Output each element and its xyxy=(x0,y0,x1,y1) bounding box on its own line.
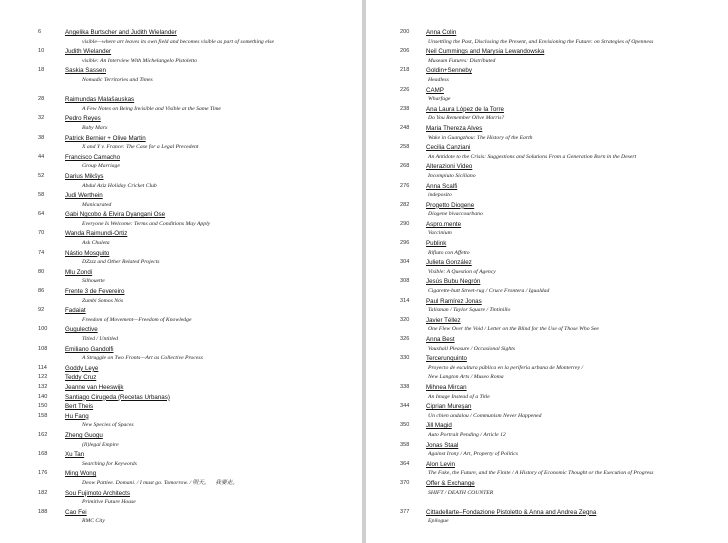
page-number: 140 xyxy=(38,393,48,400)
toc-entry xyxy=(366,124,728,143)
toc-entry xyxy=(366,508,728,527)
toc-entry-header xyxy=(366,277,728,287)
page-number: 238 xyxy=(400,105,410,112)
toc-entry xyxy=(0,229,362,248)
toc-entry xyxy=(366,441,728,460)
contribution-title: (Il)legal Empire xyxy=(82,441,119,448)
left-page xyxy=(0,0,362,543)
page-number: 158 xyxy=(38,412,48,419)
toc-entry-header xyxy=(0,134,362,144)
contribution-title: RMC City xyxy=(82,518,105,525)
toc-entry xyxy=(0,325,362,344)
contributor-name: Gabi Ngcobo & Elvira Dyangani Ose xyxy=(65,211,166,219)
toc-entry-header xyxy=(366,383,728,393)
page-number: 122 xyxy=(38,374,48,381)
toc-entry-header xyxy=(0,469,362,479)
contribution-title: New Species of Spaces xyxy=(82,422,134,429)
page-number: 114 xyxy=(38,364,47,371)
page-number: 44 xyxy=(38,153,45,160)
page-number: 326 xyxy=(400,336,410,342)
toc-entry-header xyxy=(0,412,362,422)
toc-entry-header xyxy=(366,86,728,96)
contributor-name: Fadaiat xyxy=(65,307,86,315)
toc-entry-header xyxy=(0,393,362,403)
contribution-title: visible: An Interview With Michelangelo Pistoletto xyxy=(82,57,198,64)
contribution-title: Talisman / Taylor Square / Tintinillo xyxy=(428,307,511,314)
toc-entry xyxy=(366,335,728,354)
contributor-name: Jonas Staal xyxy=(426,441,459,449)
toc-entry-header xyxy=(0,364,362,374)
contributor-name: Tercerunquinto xyxy=(426,355,467,363)
toc-entry-header xyxy=(366,47,728,57)
page-number: 308 xyxy=(400,278,410,285)
contributor-name: Cao Fei xyxy=(65,508,87,516)
toc-entry-header xyxy=(0,66,362,76)
toc-entry xyxy=(366,47,728,66)
toc-entry xyxy=(366,220,728,239)
toc-entry-header xyxy=(0,95,362,105)
page-number: 64 xyxy=(38,211,45,218)
toc-entry xyxy=(366,162,728,181)
contributor-name: Darius Mikšys xyxy=(65,172,104,180)
toc-entry-header xyxy=(0,47,362,57)
page-number: 10 xyxy=(38,48,45,55)
contributor-name: Anna Colin xyxy=(426,29,457,36)
toc-entry-header xyxy=(0,114,362,124)
toc-entry xyxy=(0,364,362,374)
toc-entry-header xyxy=(0,191,362,201)
contributor-name: Javier Téllez xyxy=(426,316,461,324)
contributor-name: Emiliano Gandolfi xyxy=(65,345,114,353)
contribution-title: Unsettling the Past, Disclosing the Present, and Envisioning the Future: on Strategies of Openness xyxy=(428,38,654,45)
contributor-name: Goddy Leye xyxy=(65,364,99,372)
contributor-name: Mihnea Mircan xyxy=(426,383,467,391)
toc-entry-header xyxy=(0,172,362,182)
toc-entry-header xyxy=(366,297,728,307)
contribution-title: Ask Chuleta xyxy=(82,240,110,247)
toc-entry-header xyxy=(0,153,362,163)
toc-entry-header xyxy=(0,268,362,278)
toc-entry xyxy=(0,249,362,268)
contributor-name: Francisco Camacho xyxy=(65,153,121,161)
contributor-name: Judith Wielander xyxy=(65,48,112,56)
contributor-name: Santiago Cirugeda (Recetas Urbanas) xyxy=(65,393,170,401)
contributor-name: Neil Cummings and Marysia Lewandowska xyxy=(426,48,545,56)
page-number: 162 xyxy=(38,431,48,438)
contributor-name: Cittadellarte–Fondazione Pistoletto & Anna and Andrea Zegna xyxy=(426,508,597,516)
contribution-title: Manicurated xyxy=(82,201,112,208)
contribution-title: Wake in Guangzhou: The History of the Earth xyxy=(428,134,533,141)
toc-entry xyxy=(0,393,362,403)
page-number: 320 xyxy=(400,316,410,323)
page-number: 74 xyxy=(38,249,45,256)
contributor-name: Pedro Reyes xyxy=(65,115,101,123)
contributor-name: Jesús Bubu Negrón xyxy=(426,278,481,286)
page-number: 350 xyxy=(400,422,410,429)
page-number: 258 xyxy=(400,144,410,151)
toc-entry-header xyxy=(0,229,362,239)
page-number: 226 xyxy=(400,86,410,93)
contributor-name: Progetto Diogene xyxy=(426,201,475,209)
contribution-title: X and Y v. France: The Case for a Legal Precedent xyxy=(82,144,199,151)
contributor-name: Maria Thereza Alves xyxy=(426,124,483,132)
page-number: 370 xyxy=(400,479,410,486)
page-number: 28 xyxy=(38,96,45,103)
contribution-title: Un chien andalou / Communism Never Happened xyxy=(428,412,542,419)
contribution-title: A Struggle on Two Fronts—Art as Collective Process xyxy=(82,355,203,362)
page-number: 80 xyxy=(38,268,45,275)
contribution-title: Against Irony / Art, Property of Politics xyxy=(428,451,518,458)
page-number: 150 xyxy=(38,403,48,410)
toc-entry xyxy=(0,383,362,393)
contribution-title: One Flew Over the Void / Letter on the Blind for the Use of Those Who See xyxy=(428,326,599,333)
toc-entry-header xyxy=(366,441,728,451)
toc-entry-header xyxy=(366,66,728,76)
contribution-title: Cigarette-butt Street-rug / Cruce Frontera / Igualdad xyxy=(428,288,550,295)
toc-entry xyxy=(0,47,362,66)
contributor-name: Teddy Cruz xyxy=(65,374,97,382)
toc-entry xyxy=(0,66,362,85)
toc-entry-header xyxy=(0,450,362,460)
page-number: 182 xyxy=(38,489,48,496)
contributor-name: Alterazioni Video xyxy=(426,163,473,171)
contributor-name: Bert Theis xyxy=(65,403,94,411)
contribution-title: Titled / Untitled xyxy=(82,336,119,342)
contributor-name: Paul Ramírez Jonas xyxy=(426,297,482,305)
contributor-name: Patrick Bernier + Olive Martin xyxy=(65,134,146,142)
toc-entry-header xyxy=(366,162,728,172)
page-number: 330 xyxy=(400,355,410,362)
toc-entry xyxy=(366,182,728,201)
toc-entry xyxy=(366,201,728,220)
page-number: 377 xyxy=(400,508,410,515)
toc-entry xyxy=(0,134,362,153)
page-number: 52 xyxy=(38,172,45,179)
toc-entry xyxy=(366,297,728,316)
page-number: 248 xyxy=(400,124,410,131)
contribution-title: SHIFT / DEATH COUNTER xyxy=(428,489,494,496)
contribution-title: Nomadic Territories and Times xyxy=(82,76,153,83)
toc-entry xyxy=(0,287,362,306)
contribution-title: The Fake, the Future, and the Finite / A History of Economic Thought or the Execution of Progress xyxy=(428,470,654,477)
toc-entry-header xyxy=(0,28,362,38)
toc-entry-header xyxy=(366,508,728,518)
page-number: 188 xyxy=(38,508,48,515)
contribution-title: Deow Pattiee. Domani. / I must go. Tomorrow. / 明天。 我要走。 xyxy=(82,479,239,486)
toc-entry-header xyxy=(366,143,728,153)
page-number: 108 xyxy=(38,345,48,352)
contribution-title: Wharfage xyxy=(428,96,451,103)
toc-entry xyxy=(0,306,362,325)
page-number: 200 xyxy=(400,29,410,35)
toc-entry-header xyxy=(366,258,728,268)
toc-entry xyxy=(0,345,362,364)
contributor-name: Cecilia Canziani xyxy=(426,144,471,152)
contribution-title: Do You Remember Olive Morris? xyxy=(428,115,505,122)
toc-entry xyxy=(366,421,728,440)
page-number: 58 xyxy=(38,192,45,199)
toc-entry xyxy=(366,479,728,498)
page-number: 38 xyxy=(38,134,45,141)
toc-entry xyxy=(366,277,728,296)
page-number: 86 xyxy=(38,288,45,295)
contributor-name: Judi Werthein xyxy=(65,192,103,200)
toc-entry xyxy=(0,373,362,383)
section-gap xyxy=(366,498,728,508)
toc-entry xyxy=(0,191,362,210)
toc-entry xyxy=(0,268,362,287)
contribution-title: Museum Futures: Distributed xyxy=(428,57,496,64)
contribution-title: A Few Notes on Being Invisible and Visible at the Same Time xyxy=(82,105,221,112)
page-number: 364 xyxy=(400,460,410,467)
toc-entry xyxy=(0,489,362,508)
toc-entry xyxy=(0,431,362,450)
toc-entry-header xyxy=(0,210,362,220)
toc-entry-header xyxy=(0,249,362,259)
page-number: 304 xyxy=(400,259,410,266)
contribution-title: Proyecto de escultura pública en la periferia urbana de Monterrey / xyxy=(428,364,584,371)
toc-entry xyxy=(366,460,728,479)
toc-entry xyxy=(366,383,728,402)
page-number: 358 xyxy=(400,441,410,448)
contribution-title: Incompiuto Siciliano xyxy=(428,172,476,179)
toc-entry-header xyxy=(0,345,362,355)
contribution-title: Zumbi Somos Nós xyxy=(82,297,124,304)
contribution-title: Group Marriage xyxy=(82,163,120,170)
page-number: 290 xyxy=(400,220,410,227)
page-number: 206 xyxy=(400,48,410,55)
page-number: 344 xyxy=(400,403,410,410)
contribution-title: An Antidote to the Crisis: Suggestions and Solutions From a Generation Born in the Desert xyxy=(428,153,637,160)
contribution-title: Abdul Aziz Holiday Cricket Club xyxy=(82,182,157,189)
contributor-name: Zheng Guogu xyxy=(65,431,103,439)
toc-entry-header xyxy=(366,220,728,230)
contributor-name: Goldin+Senneby xyxy=(426,67,472,75)
contribution-title: Auto Portrait Pending / Article 12 xyxy=(428,431,506,438)
toc-entry xyxy=(0,153,362,172)
contributor-name: Offer & Exchange xyxy=(426,479,475,487)
toc-entry xyxy=(366,28,728,47)
page-number: 132 xyxy=(38,383,48,390)
page-number: 70 xyxy=(38,230,45,237)
toc-entry-header xyxy=(0,287,362,297)
contribution-title: Primitive Future House xyxy=(82,499,136,506)
contributor-name: Wanda Raimundi-Ortiz xyxy=(65,230,128,238)
toc-entry-header xyxy=(0,508,362,518)
contribution-title: Searching for Keywords xyxy=(82,460,137,467)
toc-entry-header xyxy=(366,201,728,211)
contribution-title: An Image Instead of a Title xyxy=(428,393,490,400)
toc-entry-header xyxy=(0,402,362,412)
toc-entry xyxy=(366,354,728,383)
toc-entry xyxy=(366,258,728,277)
toc-entry xyxy=(0,172,362,191)
contributor-name: Raimundas Malašauskas xyxy=(65,96,135,104)
toc-entry xyxy=(0,412,362,431)
toc-entry-header xyxy=(366,354,728,364)
page-number: 314 xyxy=(400,297,410,304)
page-number: 168 xyxy=(38,451,48,458)
contribution-title: Headless xyxy=(428,76,449,83)
toc-entry xyxy=(366,86,728,105)
page-number: 32 xyxy=(38,115,45,122)
toc-entry xyxy=(0,450,362,469)
contribution-title: Rifiuto con Affetto xyxy=(428,249,470,256)
toc-entry-header xyxy=(366,335,728,345)
toc-entry xyxy=(0,469,362,488)
toc-entry xyxy=(366,143,728,162)
toc-entry-header xyxy=(0,373,362,383)
contributor-name: Julieta González xyxy=(426,259,472,267)
toc-entry-header xyxy=(0,325,362,335)
contributor-name: Gugulective xyxy=(65,326,98,334)
toc-entry xyxy=(366,402,728,421)
contributor-name: Jeanne van Heeswijk xyxy=(65,383,124,391)
contributor-name: Saskia Sassen xyxy=(65,67,106,75)
page-number: 338 xyxy=(400,383,410,390)
contributor-name: Anna Scalfi xyxy=(426,182,458,190)
toc-entry-header xyxy=(366,239,728,249)
page-number: 18 xyxy=(38,67,45,74)
page-number: 276 xyxy=(400,182,410,189)
toc-entry-header xyxy=(0,306,362,316)
page-number: 6 xyxy=(38,29,42,35)
contributor-name: Anna Best xyxy=(426,336,455,343)
toc-entry-header xyxy=(0,431,362,441)
contributor-name: Angelika Burtscher and Judith Wielander xyxy=(65,29,177,36)
toc-entry-header xyxy=(366,479,728,489)
contribution-title: Silhouette xyxy=(82,278,105,285)
toc-entry-header xyxy=(366,182,728,192)
contributor-name: Alon Levin xyxy=(426,460,455,468)
toc-entry-header xyxy=(366,105,728,115)
toc-entry xyxy=(0,95,362,114)
contribution-title: visible—where art leaves its own field and becomes visible as part of something else xyxy=(82,38,275,45)
page-number: 282 xyxy=(400,201,410,208)
contributor-name: Mlu Zondi xyxy=(65,268,93,276)
toc-entry-header xyxy=(0,383,362,393)
right-page xyxy=(366,0,728,543)
contribution-title: Diogene bivaccourbano xyxy=(428,211,483,218)
contributor-name: Ciprian Mureşan xyxy=(426,403,472,411)
section-gap xyxy=(0,86,362,96)
toc-entry xyxy=(366,105,728,124)
toc-entry-header xyxy=(0,489,362,499)
contributor-name: CAMP xyxy=(426,86,444,94)
contributor-name: Publink xyxy=(426,240,447,248)
contribution-title: Vauxhall Pleasure / Occasional Sights xyxy=(428,345,515,352)
toc-entry xyxy=(0,508,362,527)
toc-entry-header xyxy=(366,316,728,326)
toc-entry xyxy=(0,114,362,133)
page-number: 296 xyxy=(400,240,410,247)
contribution-title: Baby Marx xyxy=(82,124,108,131)
page-number: 268 xyxy=(400,163,410,170)
contributor-name: Jill Magid xyxy=(426,422,452,430)
contribution-title: Everyone Is Welcome: Terms and Conditions May Apply xyxy=(82,220,211,227)
contributor-name: Frente 3 de Fevereiro xyxy=(65,288,125,296)
contributor-name: Ming Wong xyxy=(65,470,97,478)
table-of-contents-left xyxy=(0,28,362,527)
contributor-name: Aspro.mente xyxy=(426,220,462,228)
contribution-title: DZzzz and Other Related Projects xyxy=(82,259,160,266)
contribution-title: Freedom of Movement—Freedom of Knowledge xyxy=(82,316,192,323)
table-of-contents-right xyxy=(366,28,728,527)
page-number: 92 xyxy=(38,307,45,314)
page-number: 176 xyxy=(38,470,48,477)
contributor-name: Nástio Mosquito xyxy=(65,249,110,257)
contribution-title: New Langton Arts / Museo Roma xyxy=(428,374,504,381)
page-number: 218 xyxy=(400,67,410,74)
contributor-name: Sou Fujimoto Architects xyxy=(65,489,130,497)
toc-entry-header xyxy=(366,460,728,470)
toc-entry-header xyxy=(366,402,728,412)
page-number: 100 xyxy=(38,326,48,333)
toc-entry xyxy=(0,28,362,47)
toc-entry xyxy=(366,239,728,258)
contribution-title: Vaccinium xyxy=(428,230,452,237)
toc-entry-header xyxy=(366,421,728,431)
toc-entry-header xyxy=(366,28,728,38)
toc-entry xyxy=(366,66,728,85)
contribution-title: Epilogue xyxy=(428,518,449,525)
contributor-name: Xu Tan xyxy=(65,451,85,459)
toc-entry-header xyxy=(366,124,728,134)
contribution-title: indeposito xyxy=(428,192,452,199)
toc-entry xyxy=(0,402,362,412)
toc-entry xyxy=(366,316,728,335)
contributor-name: Hu Fang xyxy=(65,412,89,420)
toc-entry xyxy=(0,210,362,229)
contributor-name: Ana Laura López de la Torre xyxy=(426,105,504,113)
contribution-title: Visible: A Question of Agency xyxy=(428,268,496,275)
